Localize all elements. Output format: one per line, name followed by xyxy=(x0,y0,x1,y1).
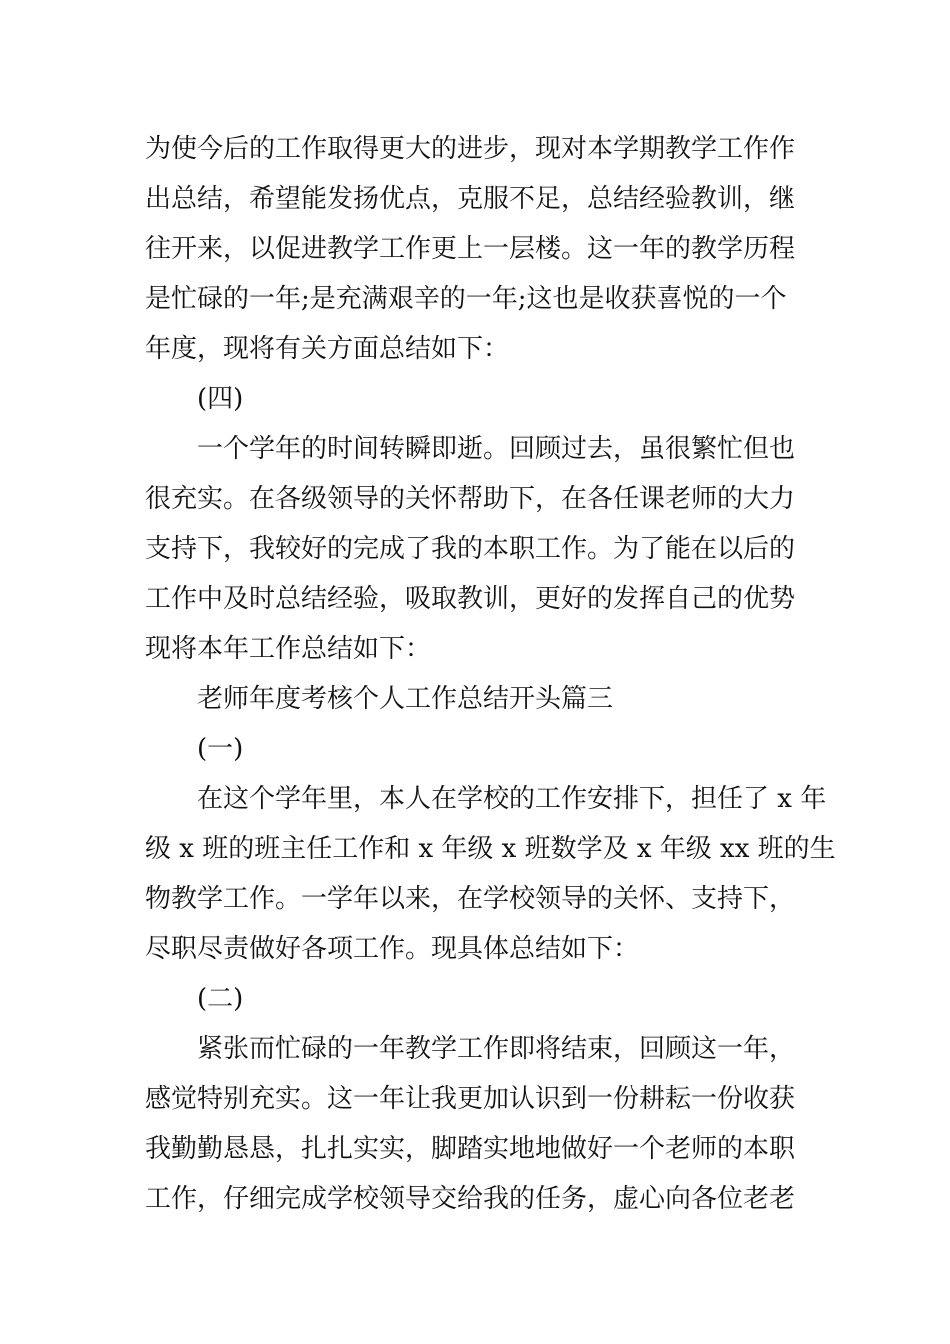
paragraph-line: 工作，仔细完成学校领导交给我的任务，虚心向各位老老 xyxy=(145,1184,796,1214)
paragraph-line: 往开来，以促进教学工作更上一层楼。这一年的教学历程 xyxy=(145,234,796,264)
paragraph-line: 很充实。在各级领导的关怀帮助下，在各任课老师的大力 xyxy=(145,484,796,514)
paragraph-line: 我勤勤恳恳，扎扎实实，脚踏实地地做好一个老师的本职 xyxy=(145,1134,796,1164)
paragraph-line: 支持下，我较好的完成了我的本职工作。为了能在以后的 xyxy=(145,534,796,564)
paragraph-line: 尽职尽责做好各项工作。现具体总结如下： xyxy=(145,934,640,964)
paragraph-line: 为使今后的工作取得更大的进步，现对本学期教学工作作 xyxy=(145,134,796,164)
section-heading: 老师年度考核个人工作总结开头篇三 xyxy=(197,684,614,714)
paragraph-line: 一个学年的时间转瞬即逝。回顾过去，虽很繁忙但也 xyxy=(197,434,796,464)
section-marker: (一) xyxy=(197,734,244,764)
paragraph-line: 出总结，希望能发扬优点，克服不足，总结经验教训，继 xyxy=(145,184,796,214)
paragraph-line: 在这个学年里，本人在学校的工作安排下，担任了 x 年 xyxy=(197,784,827,814)
section-marker: (四) xyxy=(197,384,244,414)
paragraph-line: 紧张而忙碌的一年教学工作即将结束，回顾这一年， xyxy=(197,1034,796,1064)
paragraph-line: 感觉特别充实。这一年让我更加认识到一份耕耘一份收获 xyxy=(145,1084,796,1114)
paragraph-line: 级 x 班的班主任工作和 x 年级 x 班数学及 x 年级 xx 班的生 xyxy=(145,834,836,864)
paragraph-line: 年度，现将有关方面总结如下： xyxy=(145,334,510,364)
paragraph-line: 工作中及时总结经验，吸取教训，更好的发挥自己的优势 xyxy=(145,584,796,614)
paragraph-line: 现将本年工作总结如下： xyxy=(145,634,432,664)
section-marker: (二) xyxy=(197,984,244,1014)
paragraph-line: 是忙碌的一年;是充满艰辛的一年;这也是收获喜悦的一个 xyxy=(145,284,787,314)
paragraph-line: 物教学工作。一学年以来，在学校领导的关怀、支持下， xyxy=(145,884,796,914)
